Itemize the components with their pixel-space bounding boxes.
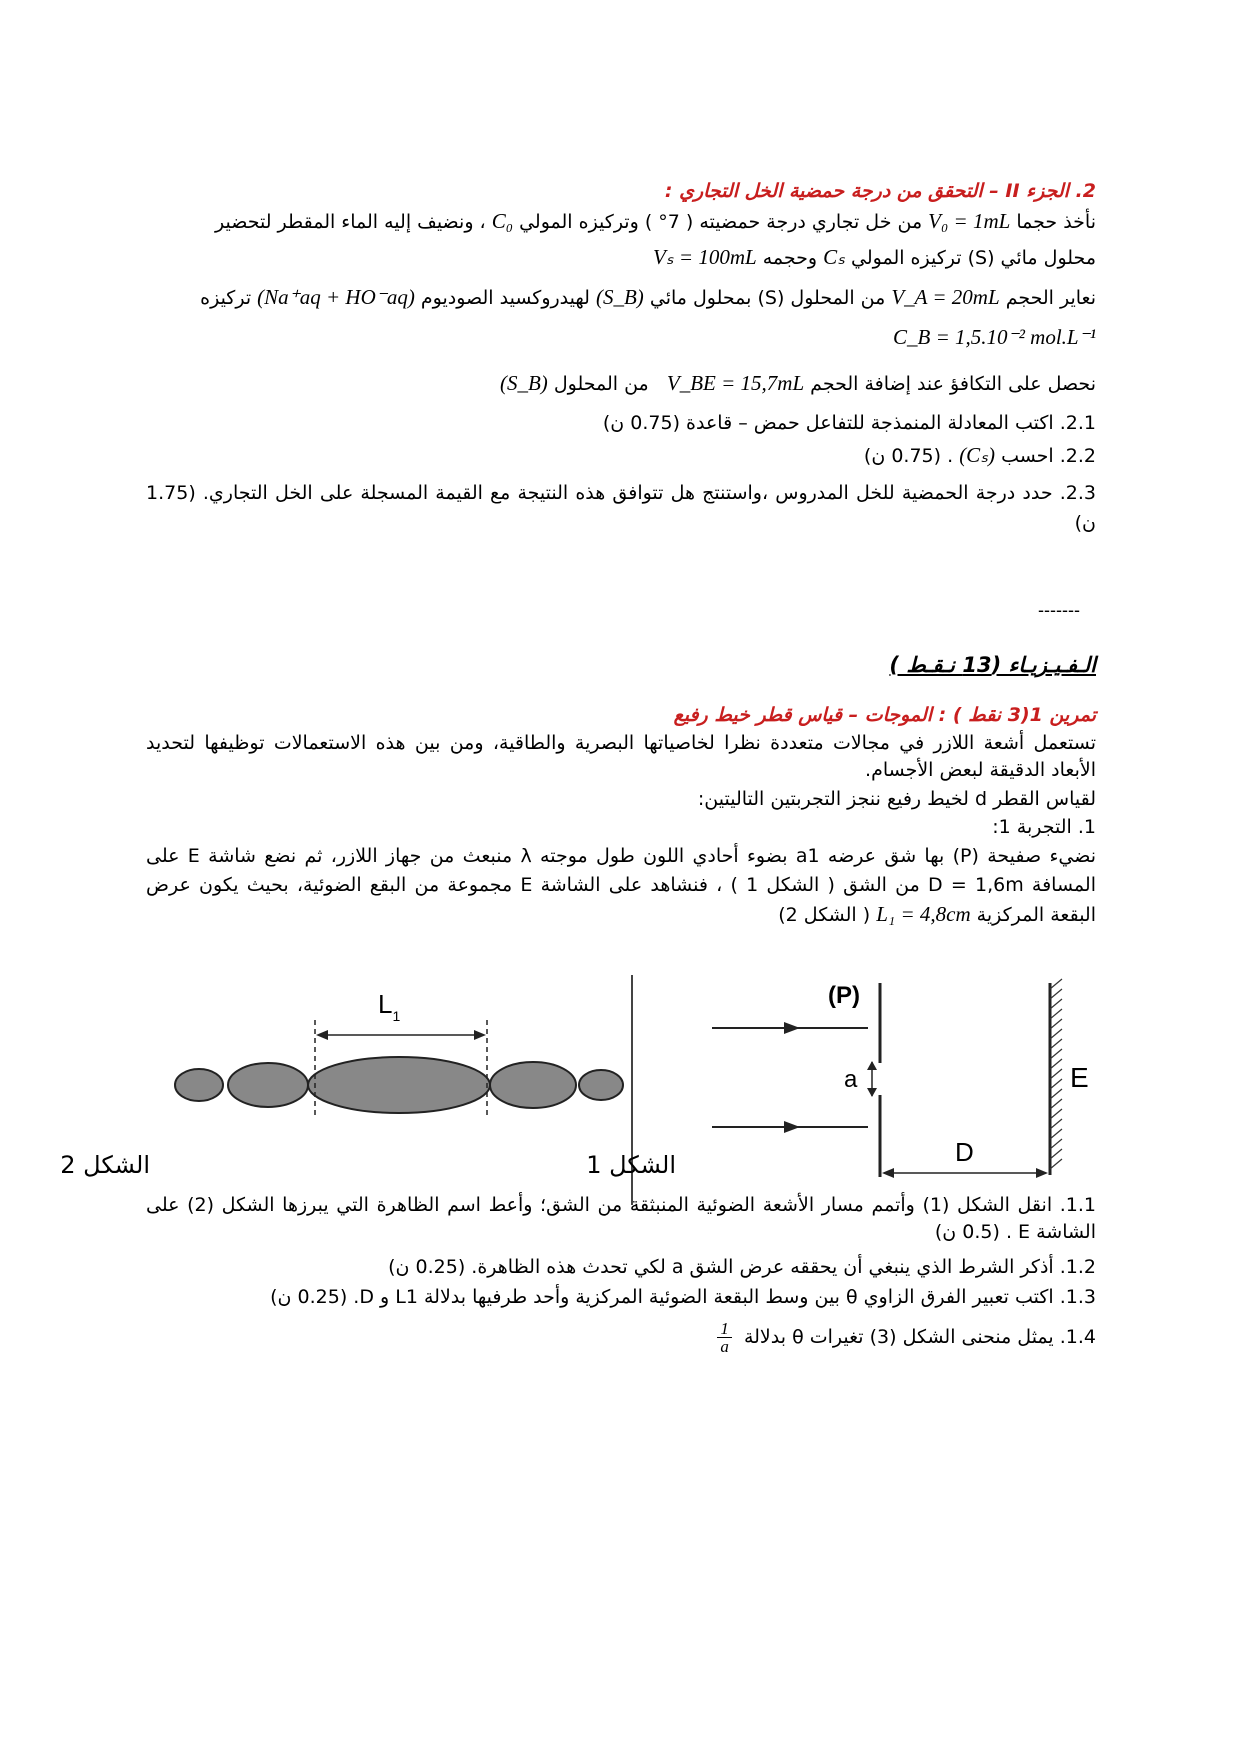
slit-arrow-head-bottom (867, 1088, 877, 1097)
figure-2-pattern (60, 989, 623, 1179)
part2-paragraph-2: محلول مائي (S) تركيزه المولي Cₛ وحجمه Vₛ = 100mL (652, 245, 1096, 269)
l1-arrow-head-right (474, 1030, 486, 1040)
side-spot-right (490, 1062, 576, 1108)
exercise-1-title: تمرين 1(3 نقط ) : الموجات – قياس قطر خيط رفيع (673, 704, 1096, 726)
part2-paragraph-1: نأخذ حجما V₀ = 1mL من خل تجاري درجة حمضيته ( 7° ) وتركيزه المولي C₀ ، ونضيف إليه الماء المقطر لتحضير (215, 209, 1096, 233)
screen-label: E (1070, 1062, 1089, 1093)
physics-heading: الـفـيـزيـاء (13 نـقـط ) (889, 653, 1096, 677)
plate-label: (P) (828, 982, 860, 1009)
figure-2-label: الشكل 2 (60, 1151, 150, 1179)
distance-label: D (955, 1137, 974, 1167)
side-spot-far-left (175, 1069, 223, 1101)
separator: ------- (1038, 600, 1080, 620)
measure-line: لقياس القطر d لخيط رفيع ننجز التجربتين التاليتين: (697, 788, 1096, 810)
fraction-one-over-a: $\frac{1}{a}$ (717, 1320, 732, 1355)
central-spot (308, 1057, 490, 1113)
figure-1-label: الشكل 1 (586, 1151, 676, 1179)
l1-label: $L_1$ (378, 989, 401, 1024)
distance-arrow-head-right (1036, 1168, 1048, 1178)
question-2-2: 2.2. احسب (Cₛ) . (0.75 ن) (863, 443, 1096, 467)
screen-hatching (1050, 979, 1062, 1169)
slit-label: a (844, 1066, 858, 1093)
figure-1-setup (586, 979, 1088, 1179)
side-spot-far-right (579, 1070, 623, 1100)
question-1-1: 1.1. انقل الشكل (1) وأتمم مسار الأشعة الضوئية المنبثقة من الشق؛ وأعط اسم الظاهرة التي يبرزها الشكل (2) على الشاشة E . (0.5 ن) (146, 1194, 1096, 1243)
side-spot-left (228, 1063, 308, 1107)
question-2-3: 2.3. حدد درجة الحمضية للخل المدروس ،واستنتج هل تتوافق هذه النتيجة مع القيمة المسجلة على الخل التجاري. (1.75 ن) (146, 482, 1096, 534)
question-1-2: 1.2. أذكر الشرط الذي ينبغي أن يحققه عرض الشق a لكي تحدث هذه الظاهرة. (0.25 ن) (388, 1256, 1096, 1278)
distance-arrow-head-left (882, 1168, 894, 1178)
question-2-1: 2.1. اكتب المعادلة المنمذجة للتفاعل حمض – قاعدة (0.75 ن) (602, 412, 1096, 434)
part2-paragraph-5: نحصل على التكافؤ عند إضافة الحجم V_BE = 15,7mL من المحلول (S_B) (499, 371, 1096, 395)
exercise-1-intro: تستعمل أشعة اللازر في مجالات متعددة نظرا لخاصياتها البصرية والطاقية، ومن بين هذه الاستعمالات توظيفها لتحديد الأبعاد الدقيقة لبعض الأجسام. (146, 732, 1096, 781)
experiment-1-text: نضيء صفيحة (P) بها شق عرضه a1 بضوء أحادي اللون طول موجته λ منبعث من جهاز اللازر، ثم نضع شاشة E على المسافة D = 1,6m من الشق ( الشكل 1 ) ، فنشاهد على الشاشة E مجموعة من البقع الضوئية، بحيث يكون عرض البقعة المركزية L₁ = 4,8cm ( الشكل 2) (146, 845, 1096, 926)
experiment-1-label: 1. التجربة 1: (992, 816, 1096, 838)
slit-arrow-head-top (867, 1061, 877, 1070)
l1-arrow-head-left (316, 1030, 328, 1040)
incident-ray-bottom-arrow (784, 1121, 800, 1133)
part2-heading: 2. الجزء II – التحقق من درجة حمضية الخل التجاري : (664, 180, 1096, 202)
question-1-4: 1.4. يمثل منحنى الشكل (3) تغيرات θ بدلالة $\frac{1}{a}$ (146, 1320, 1096, 1355)
part2-cb-value: C_B = 1,5.10⁻² mol.L⁻¹ (893, 325, 1096, 349)
question-1-3: 1.3. اكتب تعبير الفرق الزاوي θ بين وسط البقعة الضوئية المركزية وأحد طرفيها بدلالة L1 و D. (0.25 ن) (270, 1286, 1096, 1308)
part2-paragraph-3: نعاير الحجم V_A = 20mL من المحلول (S) بمحلول مائي (S_B) لهيدروكسيد الصوديوم (Na⁺aq + HO⁻aq) تركيزه (200, 285, 1096, 309)
incident-ray-top-arrow (784, 1022, 800, 1034)
